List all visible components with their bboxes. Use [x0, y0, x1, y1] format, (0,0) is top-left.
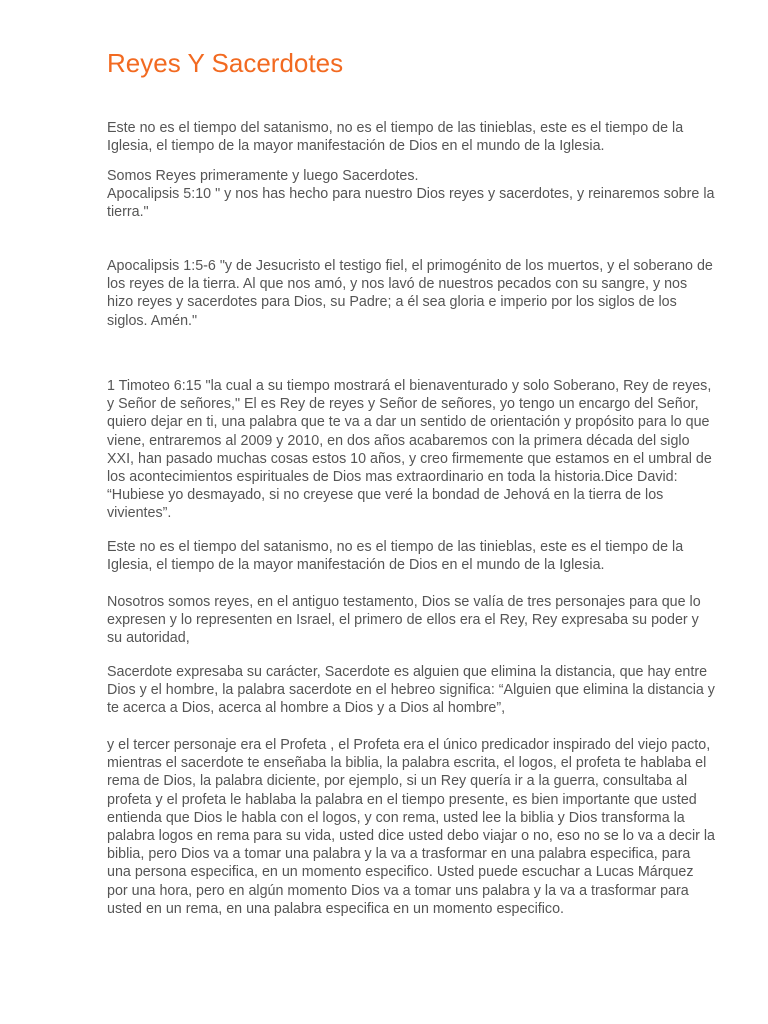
paragraph-repeat-intro: Este no es el tiempo del satanismo, no es el tiempo de las tinieblas, este es el tiempo de la Iglesia, el tiempo de la mayor manifestación de Dios en el mundo de la Iglesia. [107, 539, 684, 574]
paragraph-intro: Este no es el tiempo del satanismo, no es el tiempo de las tinieblas, este es el tiempo de la Iglesia, el tiempo de la mayor manifestación de Dios en el mundo de la Iglesia. [107, 120, 684, 155]
page-title: Reyes Y Sacerdotes [107, 48, 344, 78]
paragraph-1-timoteo: 1 Timoteo 6:15 "la cual a su tiempo mostrará el bienaventurado y solo Soberano, Rey de reyes, y Señor de señores," El es Rey de reyes y Señor de señores, yo tengo un encargo del Señor, quiero dejar en ti, una palabra que te va a dar un sentido de orientación y propósito para lo que viene, entraremos al 2009 y 2010, en dos años acabaremos con la primera década del siglo XXI, han pasado muchas cosas estos 10 años, y creo firmemente que estamos en el umbral de los acontecimientos espirituales de Dios mas extraordinario en toda la historia.Dice David: “Hubiese yo desmayado, si no creyese que veré la bondad de Jehová en la tierra de los vivientes”. [107, 378, 712, 522]
paragraph-reyes: Nosotros somos reyes, en el antiguo testamento, Dios se valía de tres personajes para que lo expresen y lo representen en Israel, el primero de ellos era el Rey, Rey expresaba su poder y su autoridad, [107, 594, 701, 647]
paragraph-profeta: y el tercer personaje era el Profeta , el Profeta era el único predicador inspirado del viejo pacto, mientras el sacerdote te enseñaba la biblia, la palabra escrita, el logos, el profeta te hablaba el rema de Dios, la palabra diciente, por ejemplo, si un Rey quería ir a la guerra, consultaba al profeta y el profeta le hablaba la palabra en el tiempo presente, es bien importante que usted entienda que Dios le habla con el logos, y con rema, usted lee la biblia y Dios transforma la palabra logos en rema para su vida, usted dice usted debo viajar o no, eso no se lo va a decir la biblia, pero Dios va a tomar una palabra y la va a trasformar en una palabra especifica, para una persona especifica, en un momento especifico. Usted puede escuchar a Lucas Márquez por una hora, pero en algún momento Dios va a tomar uns palabra y la va a trasformar para usted en un rema, en una palabra especifica en un momento especifico. [107, 737, 715, 917]
paragraph-apocalipsis-5-10: Somos Reyes primeramente y luego Sacerdotes. Apocalipsis 5:10 " y nos has hecho para nuestro Dios reyes y sacerdotes, y reinaremos sobre la tierra." [107, 168, 715, 221]
paragraph-sacerdote: Sacerdote expresaba su carácter, Sacerdote es alguien que elimina la distancia, que hay entre Dios y el hombre, la palabra sacerdote en el hebreo significa: “Alguien que elimina la distancia y te acerca a Dios, acerca al hombre a Dios y a Dios al hombre”, [107, 664, 715, 717]
paragraph-apocalipsis-1-5: Apocalipsis 1:5-6 "y de Jesucristo el testigo fiel, el primogénito de los muertos, y el soberano de los reyes de la tierra. Al que nos amó, y nos lavó de nuestros pecados con su sangre, y nos hizo reyes y sacerdotes para Dios, su Padre; a él sea gloria e imperio por los siglos de los siglos. Amén." [107, 258, 713, 329]
